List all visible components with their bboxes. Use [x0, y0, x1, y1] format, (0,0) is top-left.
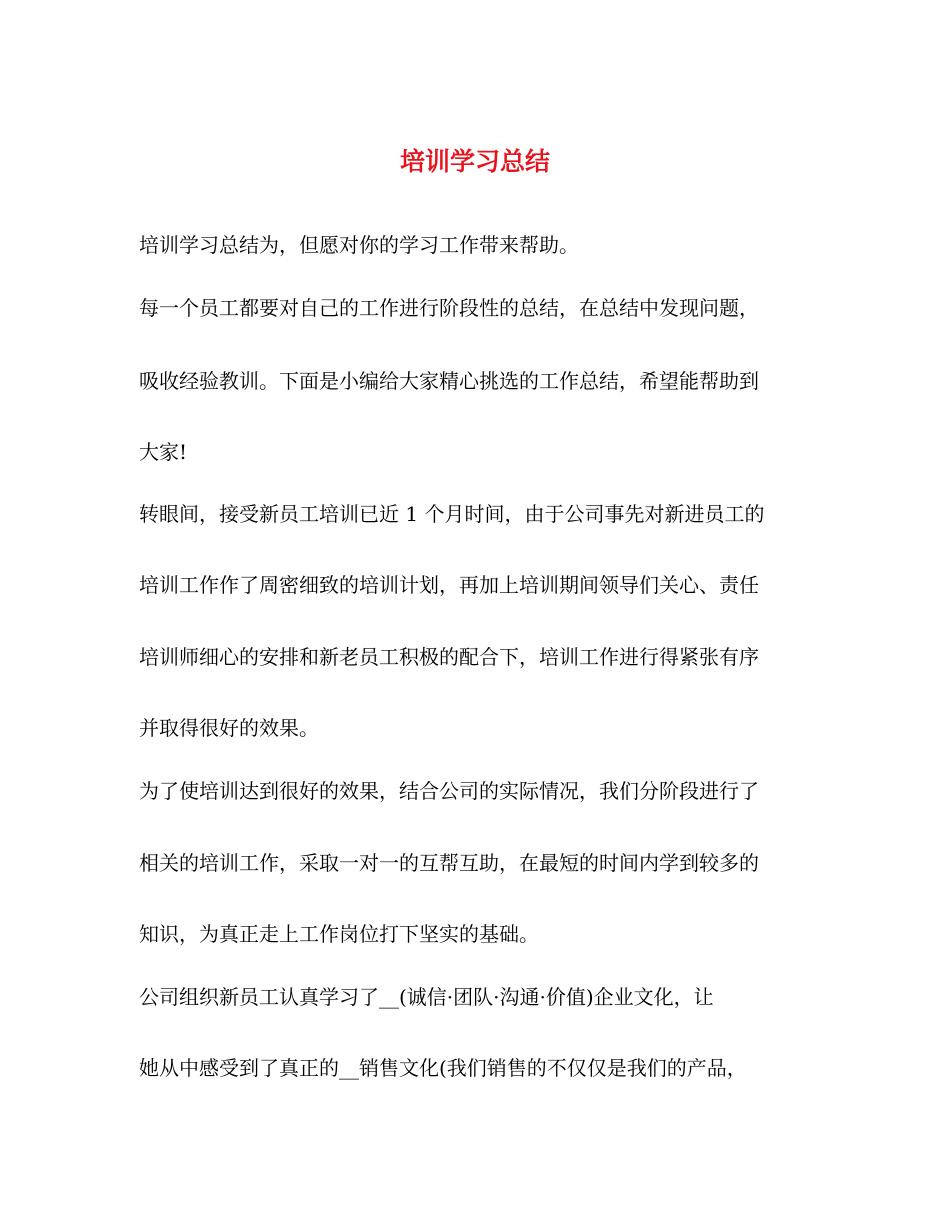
body-line: 转眼间，接受新员工培训已近 1 个月时间，由于公司事先对新进员工的: [139, 502, 765, 526]
body-line: 她从中感受到了真正的__销售文化(我们销售的不仅仅是我们的产品，: [139, 1056, 747, 1080]
body-line: 为了使培训达到很好的效果，结合公司的实际情况，我们分阶段进行了: [139, 779, 759, 803]
body-line: 大家!: [139, 440, 188, 464]
body-line: 吸收经验教训。下面是小编给大家精心挑选的工作总结，希望能帮助到: [139, 369, 759, 393]
body-line: 公司组织新员工认真学习了__(诚信·团队·沟通·价值)企业文化，让: [139, 985, 714, 1009]
document-title: 培训学习总结: [399, 147, 550, 176]
body-line: 培训师细心的安排和新老员工积极的配合下，培训工作进行得紧张有序: [139, 645, 759, 669]
body-line: 培训学习总结为，但愿对你的学习工作带来帮助。: [139, 233, 579, 257]
body-line: 知识，为真正走上工作岗位打下坚实的基础。: [139, 922, 539, 946]
body-line: 相关的培训工作，采取一对一的互帮互助，在最短的时间内学到较多的: [139, 851, 759, 875]
body-line: 培训工作作了周密细致的培训计划，再加上培训期间领导们关心、责任: [139, 573, 759, 597]
body-line: 每一个员工都要对自己的工作进行阶段性的总结，在总结中发现问题，: [139, 296, 759, 320]
body-line: 并取得很好的效果。: [139, 716, 319, 740]
